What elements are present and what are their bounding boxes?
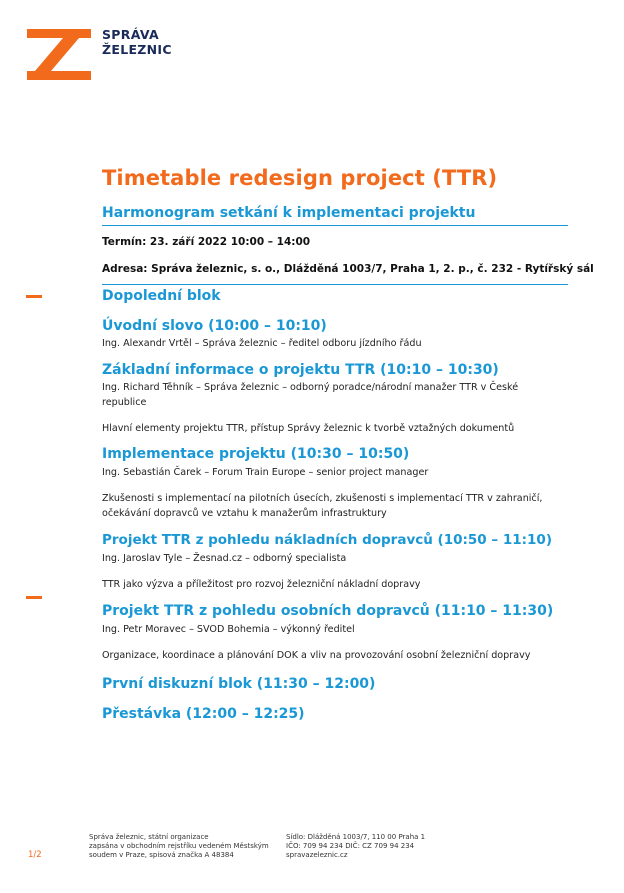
agenda-heading-2: Základní informace o projektu TTR (10:10 – 10:30): [102, 362, 499, 378]
footer-right-line-2: IČO: 709 94 234 DIČ: CZ 709 94 234: [286, 842, 415, 850]
logo-line-2: ŽELEZNIC: [102, 42, 172, 57]
agenda-topic-3: Zkušenosti s implementací na pilotních úsecích, zkušenosti s implementací TTR v zahraničí, očekávání dopravců ve vztahu k manažerům infrastruktury: [102, 493, 543, 519]
footer-left-line-1: Správa železnic, státní organizace: [89, 833, 209, 841]
agenda-topic-5: Organizace, koordinace a plánování DOK a vliv na provozování osobní železniční dopravy: [102, 650, 531, 661]
agenda-speaker-4: Ing. Jaroslav Tyle – Žesnad.cz – odborný specialista: [102, 553, 347, 564]
agenda-speaker-2: Ing. Richard Těhník – Správa železnic – odborný poradce/národní manažer TTR v České republice: [102, 382, 519, 408]
meeting-term: Termín: 23. září 2022 10:00 – 14:00: [102, 236, 311, 248]
agenda-heading-6: První diskuzní blok (11:30 – 12:00): [102, 676, 376, 692]
divider-top: [102, 225, 568, 226]
sz-logo: [27, 27, 187, 87]
agenda-speaker-5: Ing. Petr Moravec – SVOD Bohemia – výkonný ředitel: [102, 624, 355, 635]
sz-logo-mark: [27, 27, 93, 81]
agenda-heading-4: Projekt TTR z pohledu nákladních dopravců (10:50 – 11:10): [102, 532, 552, 548]
margin-marker-1: [26, 295, 42, 298]
page-subtitle: Harmonogram setkání k implementaci projektu: [102, 205, 476, 221]
meeting-address: Adresa: Správa železnic, s. o., Dlážděná 1003/7, Praha 1, 2. p., č. 232 - Rytířský sál: [102, 263, 594, 275]
agenda-heading-3: Implementace projektu (10:30 – 10:50): [102, 446, 410, 462]
logo-line-1: SPRÁVA: [102, 27, 159, 42]
footer-right: [286, 833, 425, 860]
agenda-speaker-1: Ing. Alexandr Vrtěl – Správa železnic – ředitel odboru jízdního řádu: [102, 338, 422, 349]
page-title: Timetable redesign project (TTR): [102, 166, 498, 190]
agenda-heading-1: Úvodní slovo (10:00 – 10:10): [102, 318, 327, 334]
agenda-speaker-3: Ing. Sebastián Čarek – Forum Train Europe – senior project manager: [102, 467, 429, 478]
page-number: 1/2: [28, 850, 42, 860]
divider-address: [102, 284, 568, 285]
block-heading: Dopolední blok: [102, 288, 221, 304]
footer-left: [89, 833, 269, 860]
agenda-heading-7: Přestávka (12:00 – 12:25): [102, 706, 305, 722]
margin-marker-2: [26, 596, 42, 599]
agenda-heading-5: Projekt TTR z pohledu osobních dopravců (11:10 – 11:30): [102, 603, 554, 619]
footer-left-line-3: soudem v Praze, spisová značka A 48384: [89, 851, 234, 859]
agenda-topic-4: TTR jako výzva a příležitost pro rozvoj železniční nákladní dopravy: [102, 579, 421, 590]
footer-right-line-1: Sídlo: Dlážděná 1003/7, 110 00 Praha 1: [286, 833, 426, 841]
footer-left-line-2: zapsána v obchodním rejstříku vedeném Městským: [89, 842, 269, 850]
agenda-topic-2: Hlavní elementy projektu TTR, přístup Správy železnic k tvorbě vztažných dokumentů: [102, 423, 515, 434]
footer-right-line-3: spravazeleznic.cz: [286, 851, 348, 859]
logo-text: [102, 27, 172, 57]
